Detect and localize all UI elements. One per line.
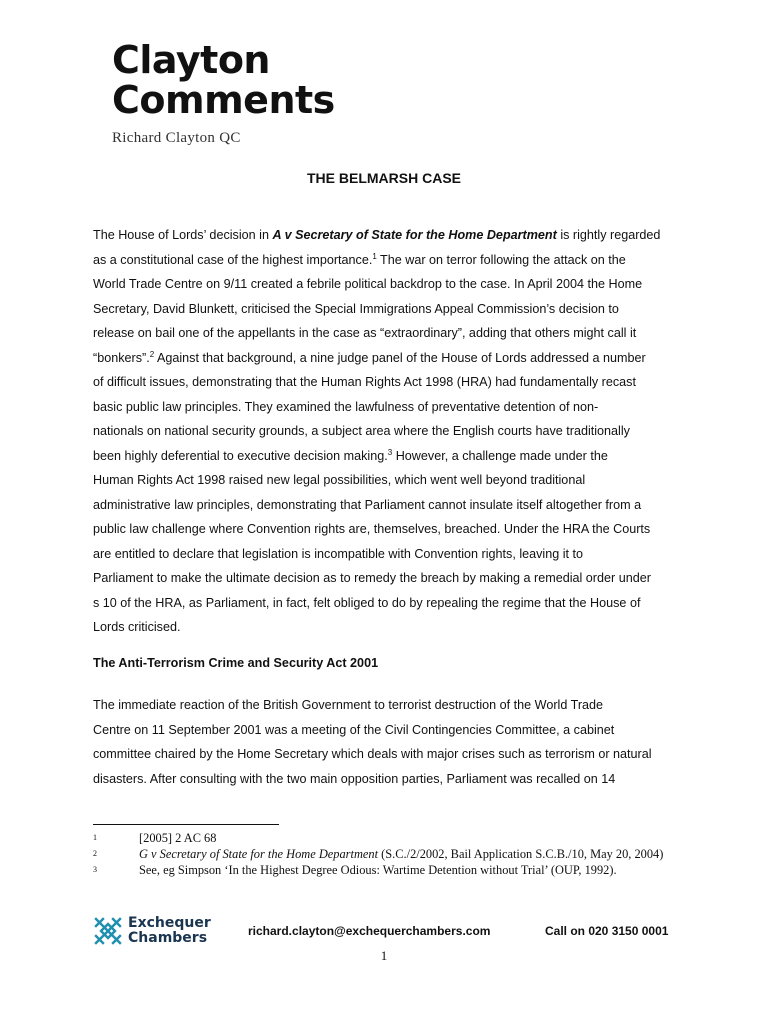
paragraph-intro bbox=[93, 223, 675, 640]
text-line: Centre on 11 September 2001 was a meeting of the Civil Contingencies Committee, a cabinet bbox=[93, 722, 615, 737]
exchequer-chambers-logo-icon bbox=[94, 917, 122, 945]
footnote-2 bbox=[93, 846, 678, 862]
case-name: A v Secretary of State for the Home Department bbox=[272, 228, 557, 242]
text-line bbox=[93, 248, 675, 273]
text-span: is rightly regarded bbox=[556, 228, 661, 242]
text-line bbox=[93, 223, 675, 248]
text-span: been highly deferential to executive decision making. bbox=[93, 448, 388, 463]
text-line: Human Rights Act 1998 raised new legal possibilities, which went well beyond traditional bbox=[93, 473, 586, 487]
text-span: However, a challenge made under the bbox=[392, 448, 608, 463]
footnote-text: (S.C./2/2002, Bail Application S.C.B./10, May 20, 2004) bbox=[378, 847, 664, 861]
paragraph-section bbox=[93, 693, 675, 791]
exchequer-chambers-logo bbox=[94, 916, 211, 946]
text-line: s 10 of the HRA, as Parliament, in fact, felt obliged to do by repealing the regime that the House of bbox=[93, 595, 641, 610]
footnote-case-name: G v Secretary of State for the Home Department bbox=[139, 847, 379, 861]
logo-text-line1: Exchequer bbox=[128, 915, 211, 931]
footnote-ref-2[interactable]: 2 bbox=[149, 349, 155, 359]
text-line: release on bail one of the appellants in the case as “extraordinary”, adding that others might call it bbox=[93, 326, 637, 340]
text-line: of difficult issues, demonstrating that the Human Rights Act 1998 (HRA) had fundamentally recast bbox=[93, 375, 636, 389]
brand-title-line1: Clayton bbox=[112, 38, 270, 82]
text-line: basic public law principles. They examined the lawfulness of preventative detention of non- bbox=[93, 399, 599, 414]
text-line: public law challenge where Convention rights are, themselves, breached. Under the HRA the Courts bbox=[93, 522, 651, 536]
logo-text bbox=[128, 916, 211, 946]
text-line bbox=[93, 346, 675, 371]
text-line: World Trade Centre on 9/11 created a febrile political backdrop to the case. In April 2004 the Home bbox=[93, 277, 643, 291]
document-title: THE BELMARSH CASE bbox=[306, 170, 461, 186]
footnote-separator bbox=[93, 824, 279, 825]
section-heading: The Anti-Terrorism Crime and Security Act 2001 bbox=[93, 656, 379, 670]
text-line: Lords criticised. bbox=[93, 620, 181, 634]
text-span: “bonkers”. bbox=[93, 350, 150, 365]
footnote-1 bbox=[93, 830, 678, 846]
footnote-ref-1[interactable]: 1 bbox=[372, 251, 377, 261]
contact-email[interactable]: richard.clayton@exchequerchambers.com bbox=[248, 924, 491, 938]
brand-author: Richard Clayton QC bbox=[112, 130, 241, 146]
text-line: committee chaired by the Home Secretary which deals with major crises such as terrorism or natural bbox=[93, 747, 652, 761]
brand-header bbox=[112, 40, 335, 147]
text-span: Against that background, a nine judge panel of the House of Lords addressed a number bbox=[154, 350, 646, 365]
text-span: The House of Lords’ decision in bbox=[93, 228, 273, 242]
footnote-number: 1 bbox=[93, 833, 97, 842]
footnote-text: See, eg Simpson ‘In the Highest Degree Odious: Wartime Detention without Trial’ (OUP, 1992). bbox=[139, 863, 617, 877]
page-number: 1 bbox=[380, 948, 388, 963]
text-line: Parliament to make the ultimate decision as to remedy the breach by making a remedial order under bbox=[93, 571, 651, 585]
footnote-number: 3 bbox=[93, 865, 97, 874]
text-line bbox=[93, 444, 675, 469]
text-span: as a constitutional case of the highest importance. bbox=[93, 252, 373, 267]
footnote-ref-3[interactable]: 3 bbox=[387, 447, 393, 457]
footnote-3 bbox=[93, 862, 678, 878]
text-line: disasters. After consulting with the two main opposition parties, Parliament was recalled on 14 bbox=[93, 771, 616, 786]
text-line: The immediate reaction of the British Government to terrorist destruction of the World Trade bbox=[93, 698, 604, 712]
text-line: administrative law principles, demonstrating that Parliament cannot insulate itself altogether from a bbox=[93, 497, 642, 512]
text-line: Secretary, David Blunkett, criticised the Special Immigrations Appeal Commission’s decision to bbox=[93, 301, 619, 316]
text-line: are entitled to declare that legislation is incompatible with Convention rights, leaving it to bbox=[93, 546, 584, 561]
footnote-number: 2 bbox=[93, 849, 97, 858]
text-line: nationals on national security grounds, a subject area where the English courts have traditionally bbox=[93, 424, 630, 438]
footnotes bbox=[93, 830, 678, 878]
logo-text-line2: Chambers bbox=[128, 930, 208, 946]
text-span: The war on terror following the attack on the bbox=[376, 252, 626, 267]
brand-title-line2: Comments bbox=[112, 78, 335, 122]
contact-phone: Call on 020 3150 0001 bbox=[545, 924, 669, 938]
footnote-text: [2005] 2 AC 68 bbox=[139, 831, 217, 845]
